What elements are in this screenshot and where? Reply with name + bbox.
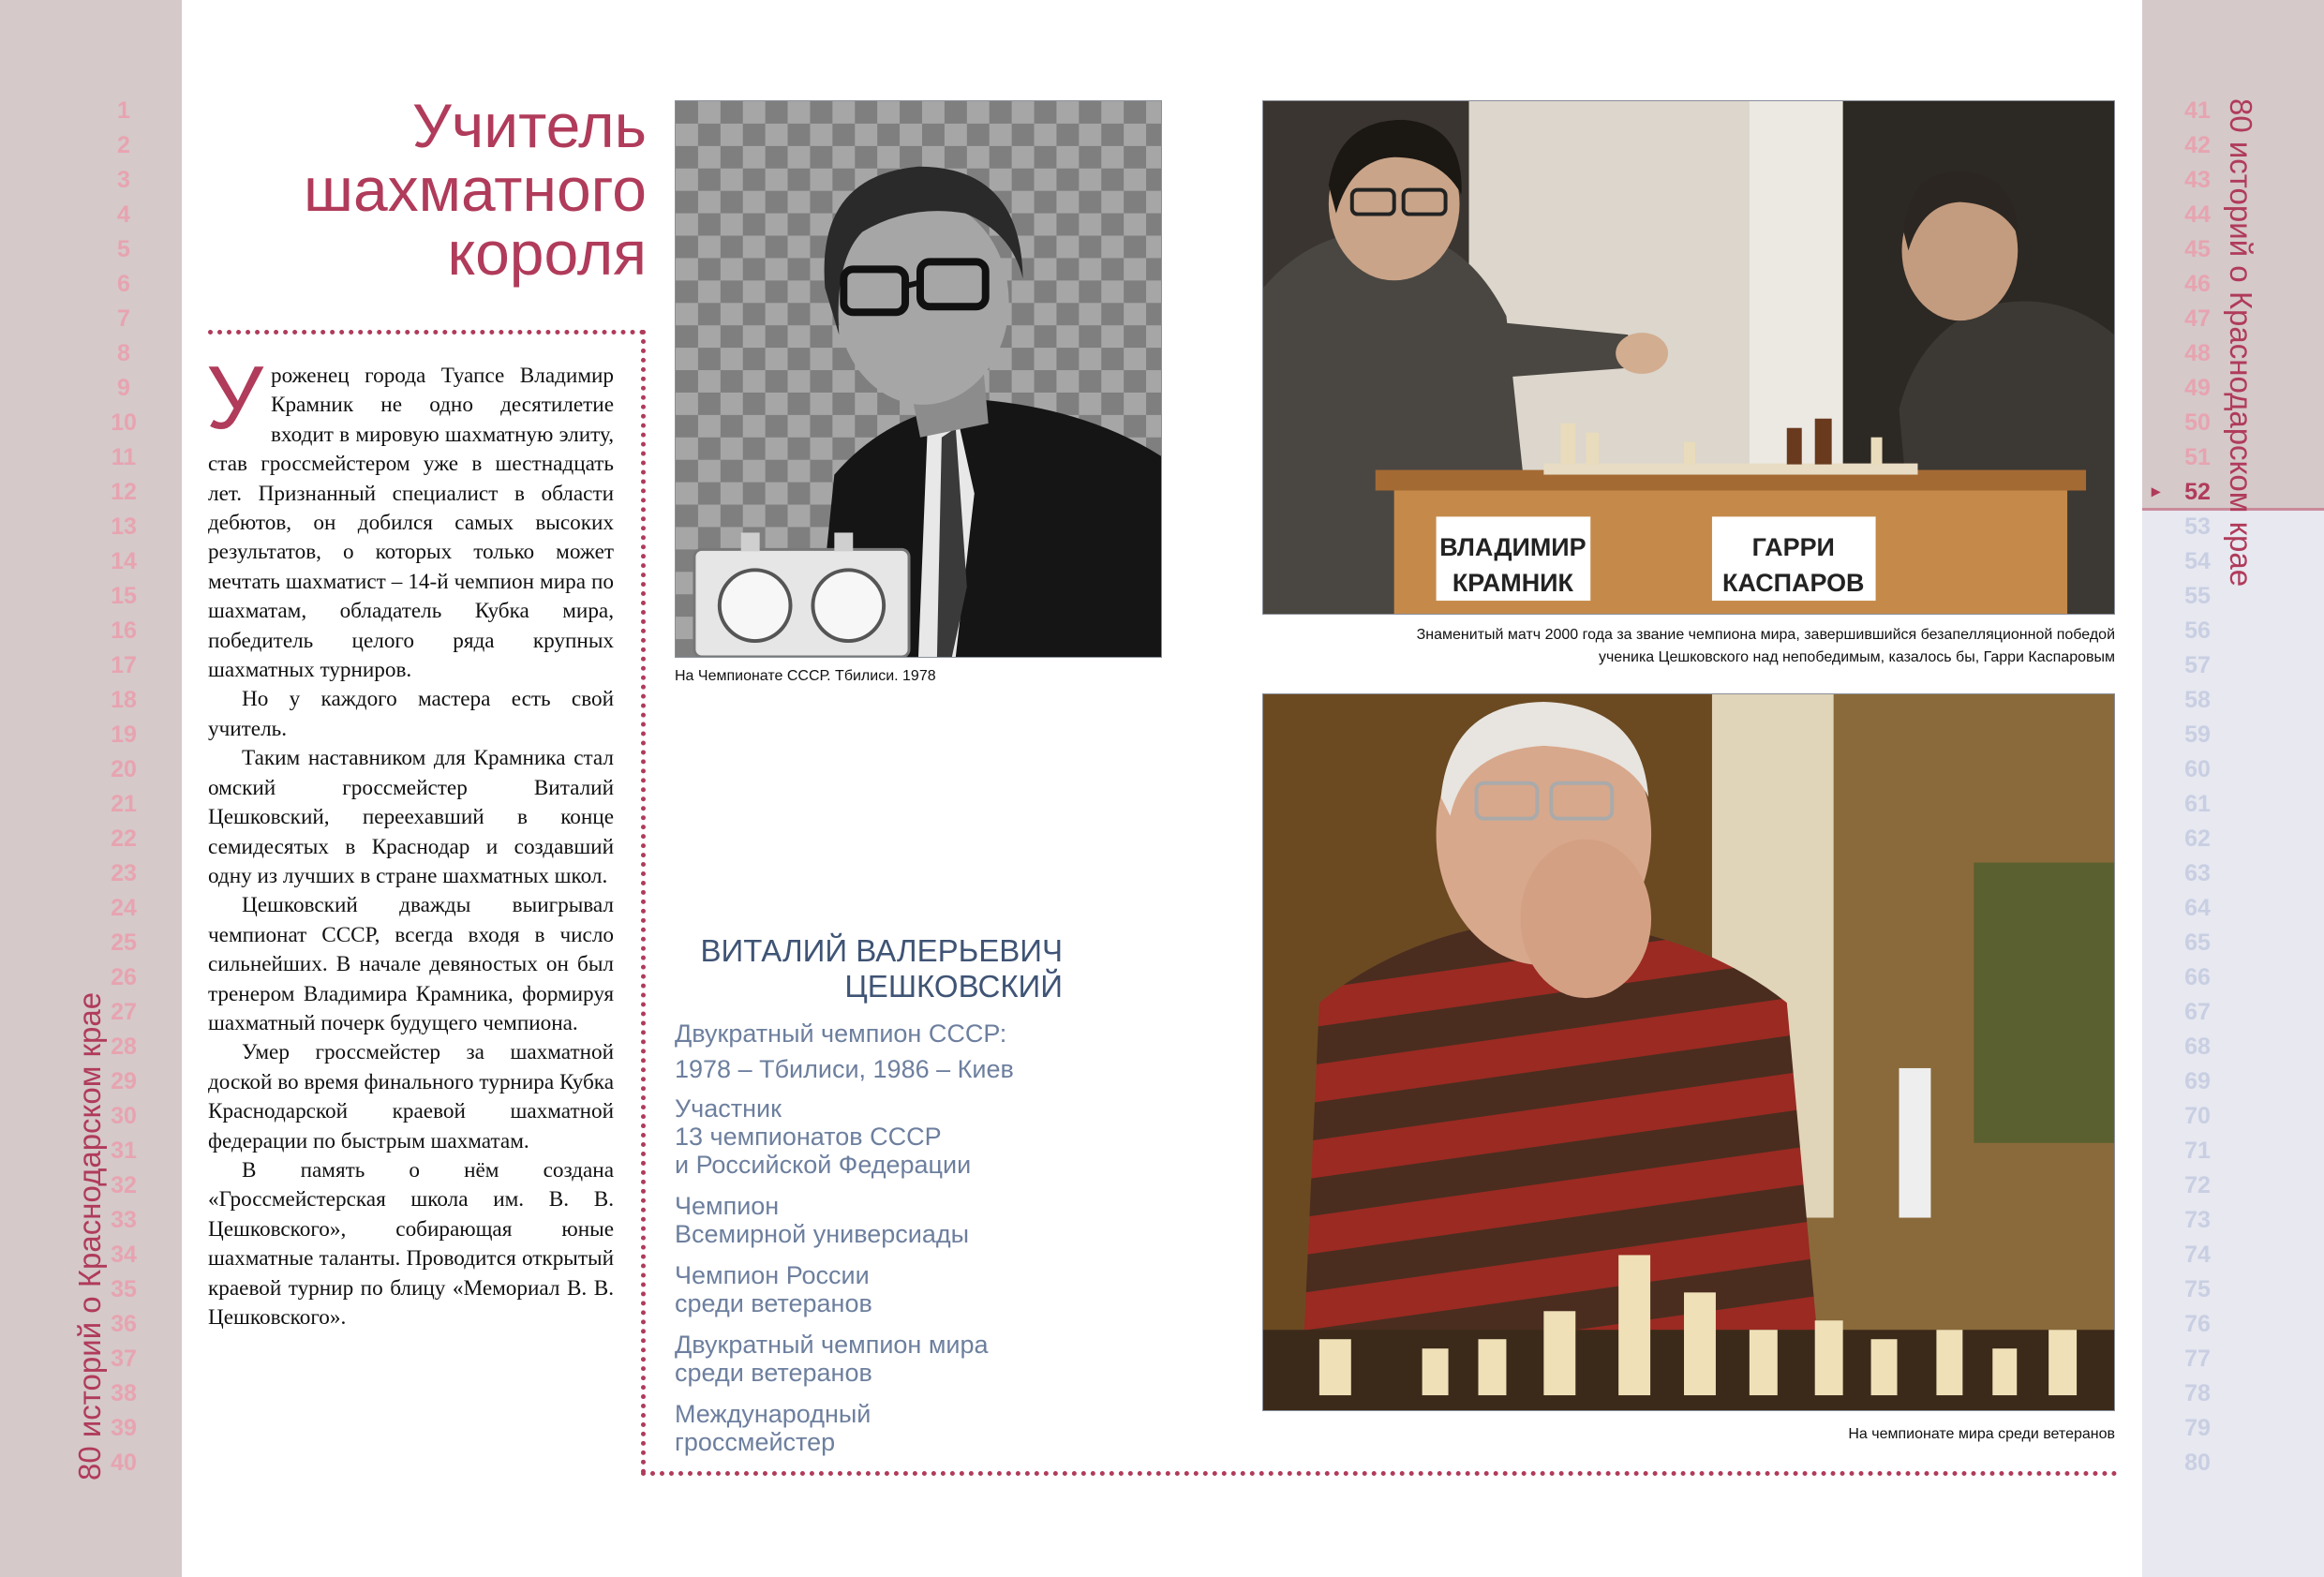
profile-achievement-line: Международный bbox=[675, 1400, 872, 1428]
story-number: 70 bbox=[2184, 1103, 2211, 1129]
side-title-left: 80 историй о Краснодарском крае bbox=[72, 991, 107, 1480]
story-number: 31 bbox=[111, 1138, 137, 1164]
profile-achievements bbox=[675, 1016, 1068, 1469]
dotted-rule-vertical bbox=[641, 330, 646, 1475]
story-number: 73 bbox=[2184, 1207, 2211, 1233]
story-number: 37 bbox=[111, 1346, 137, 1372]
article-paragraph-text: роженец города Туапсе Владимир Крамник не одно десятилетие входит в мировую шахматную элиту, став гроссмейстером уже в шестнадцать лет. Признанный специалист в области дебютов, он добился самых высоких результатов, о которых только может мечтать шахматист – 14-й чемпион мира по шахматам, обладатель Кубка мира, победитель целого ряда крупных шахматных турниров. bbox=[208, 364, 614, 683]
article-body bbox=[206, 348, 614, 1332]
story-number: 54 bbox=[2184, 548, 2211, 574]
profile-achievement-line: гроссмейстер bbox=[675, 1428, 836, 1456]
story-number: 24 bbox=[111, 895, 137, 921]
photo-caption bbox=[1262, 624, 2115, 669]
nameplate-kasparov-first: ГАРРИ bbox=[1751, 533, 1835, 562]
photo-caption: На Чемпионате СССР. Тбилиси. 1978 bbox=[675, 668, 936, 684]
story-number: 23 bbox=[111, 860, 137, 886]
story-number: 60 bbox=[2184, 756, 2211, 782]
story-number: 16 bbox=[111, 617, 137, 644]
profile-achievement-line: 1978 – Тбилиси, 1986 – Киев bbox=[675, 1055, 1014, 1083]
story-number: 75 bbox=[2184, 1276, 2211, 1302]
story-number: 38 bbox=[111, 1380, 137, 1406]
story-number: 59 bbox=[2184, 722, 2211, 748]
profile-achievement bbox=[675, 1016, 1068, 1087]
photo-tbilisi-1978 bbox=[675, 100, 1162, 658]
profile-achievement-line: и Российской Федерации bbox=[675, 1151, 972, 1179]
story-number: 80 bbox=[2184, 1450, 2211, 1476]
story-number: 46 bbox=[2184, 271, 2211, 297]
story-number: 64 bbox=[2184, 895, 2211, 921]
dotted-rule-top bbox=[208, 330, 645, 335]
right-story-index bbox=[2152, 94, 2230, 1480]
story-number: 10 bbox=[111, 409, 137, 436]
story-number: 22 bbox=[111, 826, 137, 852]
nameplate-kasparov-last: КАСПАРОВ bbox=[1722, 569, 1865, 598]
page-title-line: Учитель bbox=[411, 91, 647, 160]
profile-achievement-line: среди ветеранов bbox=[675, 1289, 872, 1317]
story-number: 44 bbox=[2184, 201, 2211, 228]
story-number: 11 bbox=[111, 444, 137, 470]
profile-achievement-line: Всемирной универсиады bbox=[675, 1220, 970, 1248]
profile-achievement bbox=[675, 1261, 1068, 1317]
story-number: 36 bbox=[111, 1311, 137, 1337]
page-title bbox=[187, 91, 647, 288]
story-number: 17 bbox=[111, 652, 137, 678]
story-number: 15 bbox=[111, 583, 137, 609]
story-number: 3 bbox=[117, 167, 130, 193]
story-number: 51 bbox=[2184, 444, 2211, 470]
story-number: 77 bbox=[2184, 1346, 2211, 1372]
story-number: 28 bbox=[111, 1034, 137, 1060]
story-number: 58 bbox=[2184, 687, 2211, 713]
story-number: 12 bbox=[111, 479, 137, 505]
story-number: 78 bbox=[2184, 1380, 2211, 1406]
story-number: 9 bbox=[117, 375, 130, 401]
page-title-line: шахматного bbox=[304, 155, 647, 224]
profile-achievement bbox=[675, 1400, 1068, 1456]
drop-cap: У bbox=[206, 348, 263, 448]
story-number: 13 bbox=[111, 513, 137, 540]
nameplate-kramnik-last: КРАМНИК bbox=[1452, 569, 1573, 598]
story-number: 65 bbox=[2184, 930, 2211, 956]
current-page-marker-icon: ▸ bbox=[2152, 482, 2161, 500]
story-number: 7 bbox=[117, 305, 130, 332]
story-number: 79 bbox=[2184, 1415, 2211, 1441]
article-paragraph: Умер гроссмейстер за шахматной доской во время финального турнира Кубка Краснодарской краевой шахматной федерации по быстрым шахматам. bbox=[208, 1040, 614, 1153]
profile-achievement-line: среди ветеранов bbox=[675, 1359, 872, 1387]
profile-achievement bbox=[675, 1094, 1068, 1179]
side-title-right: 80 историй о Краснодарском крае bbox=[2224, 98, 2258, 588]
story-number: 67 bbox=[2184, 999, 2211, 1025]
story-number: 48 bbox=[2184, 340, 2211, 366]
story-number: 66 bbox=[2184, 964, 2211, 990]
profile-name bbox=[675, 933, 1063, 1004]
article-paragraph: В память о нём создана «Гроссмейстерская школа им. В. В. Цешковского», собирающая юные шахматные таланты. Проводится открытый краевой турнир по блицу «Мемориал В. В. Цешковского». bbox=[208, 1157, 614, 1330]
story-number: 40 bbox=[111, 1450, 137, 1476]
story-number: 76 bbox=[2184, 1311, 2211, 1337]
story-number-current: 52 bbox=[2184, 479, 2211, 505]
story-number: 57 bbox=[2184, 652, 2211, 678]
article-paragraph bbox=[206, 348, 614, 685]
story-number: 49 bbox=[2184, 375, 2211, 401]
story-number: 69 bbox=[2184, 1068, 2211, 1094]
photo-caption-line: Знаменитый матч 2000 года за звание чемпиона мира, завершившийся безапелляционной победой bbox=[1416, 627, 2115, 643]
article-paragraph: Таким наставником для Крамника стал омский гроссмейстер Виталий Цешковский, переехавший в конце семидесятых в Краснодар и создавший одну из лучших в стране шахматных школ. bbox=[208, 746, 614, 888]
story-number: 2 bbox=[117, 132, 130, 158]
story-number: 32 bbox=[111, 1172, 137, 1198]
photo-veteran-championship bbox=[1262, 693, 2115, 1411]
story-number: 53 bbox=[2184, 513, 2211, 540]
story-number: 25 bbox=[111, 930, 137, 956]
profile-achievement-line: 13 чемпионатов СССР bbox=[675, 1123, 942, 1151]
story-number: 30 bbox=[111, 1103, 137, 1129]
story-number: 55 bbox=[2184, 583, 2211, 609]
story-number: 33 bbox=[111, 1207, 137, 1233]
profile-name-line: ВИТАЛИЙ ВАЛЕРЬЕВИЧ bbox=[700, 933, 1063, 968]
story-number: 41 bbox=[2184, 97, 2211, 124]
story-number: 43 bbox=[2184, 167, 2211, 193]
profile-achievement-line: Чемпион bbox=[675, 1192, 780, 1220]
photo-caption-line: ученика Цешковского над непобедимым, казалось бы, Гарри Каспаровым bbox=[1598, 649, 2115, 665]
story-number: 71 bbox=[2184, 1138, 2211, 1164]
profile-achievement bbox=[675, 1331, 1068, 1387]
page-title-line: короля bbox=[447, 218, 647, 288]
story-number: 63 bbox=[2184, 860, 2211, 886]
story-number: 6 bbox=[117, 271, 130, 297]
story-number: 50 bbox=[2184, 409, 2211, 436]
story-number: 5 bbox=[117, 236, 130, 262]
profile-achievement-line: Участник bbox=[675, 1094, 782, 1123]
story-number: 35 bbox=[111, 1276, 137, 1302]
profile-name-line: ЦЕШКОВСКИЙ bbox=[844, 969, 1063, 1004]
story-number: 39 bbox=[111, 1415, 137, 1441]
story-number: 56 bbox=[2184, 617, 2211, 644]
story-number: 21 bbox=[111, 791, 137, 817]
story-number: 68 bbox=[2184, 1034, 2211, 1060]
photo-kramnik-kasparov-match bbox=[1262, 100, 2115, 615]
story-number: 72 bbox=[2184, 1172, 2211, 1198]
story-number: 19 bbox=[111, 722, 137, 748]
story-number: 26 bbox=[111, 964, 137, 990]
story-number: 8 bbox=[117, 340, 130, 366]
dotted-rule-bottom bbox=[641, 1471, 2118, 1476]
story-number: 20 bbox=[111, 756, 137, 782]
story-number: 18 bbox=[111, 687, 137, 713]
profile-achievement-line: Чемпион России bbox=[675, 1261, 870, 1289]
article-paragraph: Цешковский дважды выигрывал чемпионат СССР, всегда входя в число сильнейших. В начале девяностых он был тренером Владимира Крамника, формируя шахматный почерк будущего чемпиона. bbox=[208, 893, 614, 1035]
story-number: 74 bbox=[2184, 1242, 2211, 1268]
photo-caption: На чемпионате мира среди ветеранов bbox=[1848, 1426, 2115, 1442]
story-number: 45 bbox=[2184, 236, 2211, 262]
story-number: 29 bbox=[111, 1068, 137, 1094]
profile-achievement-line: Двукратный чемпион мира bbox=[675, 1331, 989, 1359]
story-number: 4 bbox=[117, 201, 130, 228]
story-number: 34 bbox=[111, 1242, 137, 1268]
profile-achievement-line: Двукратный чемпион СССР: bbox=[675, 1019, 1007, 1048]
article-paragraph: Но у каждого мастера есть свой учитель. bbox=[208, 687, 614, 741]
profile-achievement bbox=[675, 1192, 1068, 1248]
nameplate-kramnik-first: ВЛАДИМИР bbox=[1439, 533, 1587, 562]
story-number: 62 bbox=[2184, 826, 2211, 852]
story-number: 47 bbox=[2184, 305, 2211, 332]
story-number: 14 bbox=[111, 548, 137, 574]
story-number: 61 bbox=[2184, 791, 2211, 817]
story-number: 42 bbox=[2184, 132, 2211, 158]
story-number: 27 bbox=[111, 999, 137, 1025]
story-number: 1 bbox=[117, 97, 130, 124]
